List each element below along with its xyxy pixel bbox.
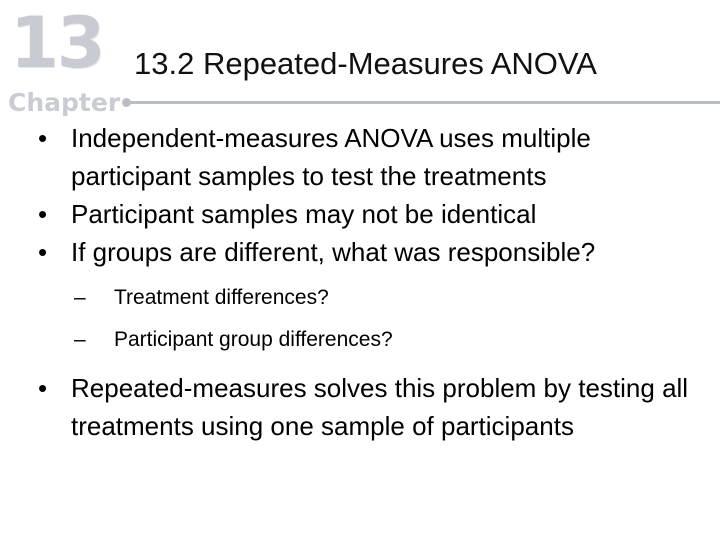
bullet-text: Repeated-measures solves this problem by testing all treatments using one sample of participants bbox=[71, 373, 689, 441]
dash-glyph: – bbox=[74, 328, 86, 351]
sub-bullet-text: Participant group differences? bbox=[114, 328, 393, 351]
bullet-item bbox=[38, 369, 710, 445]
bullet-item bbox=[38, 119, 710, 195]
bullet-glyph: • bbox=[38, 123, 48, 153]
bullet-glyph: • bbox=[38, 373, 48, 403]
bullet-item bbox=[38, 195, 710, 233]
slide-body bbox=[38, 119, 710, 445]
sub-bullet-item bbox=[74, 319, 710, 361]
title-rule bbox=[128, 101, 720, 104]
bullet-item bbox=[38, 233, 710, 271]
chapter-label: Chapter bbox=[8, 88, 121, 117]
slide-title: 13.2 Repeated-Measures ANOVA bbox=[134, 46, 597, 81]
sub-bullet-item bbox=[74, 277, 710, 319]
bullet-text: If groups are different, what was responsible? bbox=[71, 237, 596, 267]
bullet-text: Participant samples may not be identical bbox=[71, 199, 537, 229]
sub-bullet-text: Treatment differences? bbox=[114, 286, 329, 309]
bullet-glyph: • bbox=[38, 237, 48, 267]
chapter-badge bbox=[4, 2, 121, 120]
chapter-number: 13 bbox=[10, 2, 104, 84]
bullet-text: Independent-measures ANOVA uses multiple participant samples to test the treatments bbox=[71, 123, 591, 191]
dash-glyph: – bbox=[74, 286, 86, 309]
bullet-glyph: • bbox=[38, 199, 48, 229]
